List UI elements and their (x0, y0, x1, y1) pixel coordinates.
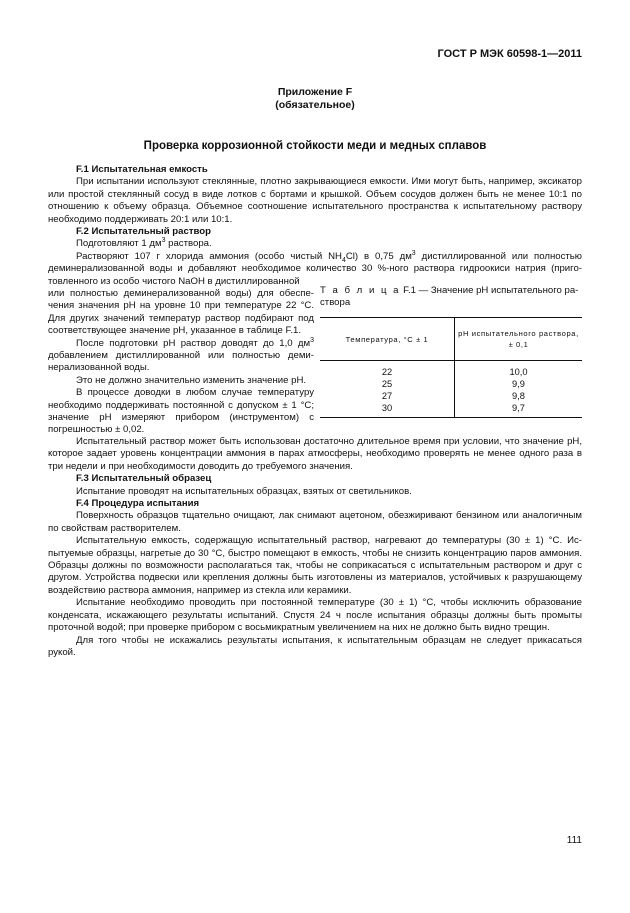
section-f1-f2-top (48, 164, 582, 288)
cell-temperature: 22 (320, 361, 455, 379)
section-f1-paragraph: При испытании используют стеклянные, плотно закрывающиеся емкости. Ими могут быть, например, эксикатор или простой стеклянный сосуд в виде лотков с бортами и крышкой. Объем сосудов должен быть не менее 10:1 по отношению к объему образца. Объемное соотношение испытательного пространства к испытательному раствору необходимо поддерживать 20:1 или 10:1. (48, 176, 582, 225)
cell-temperature: 27 (320, 390, 455, 402)
page-number: 111 (566, 835, 582, 846)
cell-ph: 9,8 (512, 391, 525, 401)
section-f4-heading: F.4 Процедура испытания (76, 498, 200, 510)
section-f1-heading: F.1 Испытательная емкость (76, 164, 208, 175)
section-f2-paragraph-6: Испытательный раствор может быть использован достаточно длительное время при условии, что значение pH, которое задает уровень концентрации аммония в парах атмосферы, необходимо проверять не менее одного раза в три недели и при необходимости доводить до требуемого значения. (48, 436, 582, 472)
table-caption-label: Т а б л и ц а (320, 285, 401, 296)
section-f2-paragraph-2 (48, 251, 582, 288)
cell-ph: 9,9 (512, 379, 525, 389)
table-row (320, 361, 582, 379)
cell-temperature: 25 (320, 378, 455, 390)
table-caption-text: F.1 — Значение pH испытательного раствора (320, 285, 579, 309)
main-title: Проверка коррозионной стойкости меди и медных сплавов (143, 140, 487, 152)
section-f2-paragraph-4: Это не должно значительно изменить значение pH. (76, 374, 307, 386)
table-caption (320, 285, 582, 310)
col-temperature-header: Температура, °С ± 1 (320, 318, 455, 361)
table-row (320, 378, 582, 390)
section-f4-paragraph-2: Испытательную емкость, содержащую испытательный раствор, нагревают до температуры (30 ± 1) °С. Испытуемые образцы, нагретые до 30 °С, быстро помещают в емкость, чтобы не снизить концентрацию паров аммония. Образцы должны по возможности располагаться так, чтобы не соприкасаться с испытательным раствором и друг с другом. Устройства подвески или крепления должны быть изготовлены из материалов, устойчивых к разрушающему воздействию раствора аммония, например из стекла или керамики. (48, 535, 582, 596)
cell-ph: 10,0 (509, 367, 528, 377)
table-row (320, 402, 582, 418)
text-fragment: раствора. (165, 238, 212, 250)
text-fragment: Растворяют 107 г хлорида аммония (особо чистый NH (76, 250, 342, 262)
annex-title: Приложение F (277, 86, 353, 98)
section-f3-paragraph: Испытание проводят на испытательных образцах, взятых от светильников. (76, 485, 412, 497)
section-f4-paragraph-3: Испытание необходимо проводить при постоянной температуре (30 ± 1) °С, чтобы исключить образование конденсата, искажающего результаты испытаний. Спустя 24 ч после испытания образцы должны быть промыты проточной водой; при проверке прибором с восьмикратным увеличением на них не должно быть видно трещин. (48, 597, 582, 634)
superscript: 3 (310, 336, 314, 344)
text-fragment: Cl) в 0,75 дм (345, 250, 412, 262)
section-f2-paragraph-1 (48, 238, 582, 250)
section-f3-heading: F.3 Испытательный образец (76, 473, 212, 485)
section-f2-paragraph-3 (48, 338, 314, 375)
section-f4-paragraph-1: Поверхность образцов тщательно очищают, лак снимают ацетоном, обезжиривают бензином или аналогичным по свойствам растворителем. (48, 510, 582, 534)
standard-header: ГОСТ Р МЭК 60598-1—2011 (437, 48, 582, 60)
cell-temperature: 30 (320, 402, 455, 418)
cell-ph: 9,7 (455, 402, 583, 418)
section-f2-heading: F.2 Испытательный раствор (76, 226, 212, 238)
section-f2-paragraph-2-cont: или полностью деминерализованной воды) для обеспечения значения pH на уровне 10 при температуре 22 °С. Для других значений температур раствор подбирают под соответствующее значение pH, указанное в таблице F.1. (48, 288, 314, 337)
text-fragment: После подготовки pH раствор доводят до 1,0 дм (76, 337, 311, 349)
subscript: 4 (341, 256, 346, 264)
text-fragment: добавлением дистиллированной или полностью деминерализованной воды. (48, 350, 314, 374)
section-f2-f4 (48, 436, 582, 659)
section-f2-narrow-column (48, 288, 314, 437)
col-ph-header: pH испытательного раствора, ± 0,1 (455, 318, 583, 361)
text-fragment: дистиллированной или полностью деминерализованной воды и добавляют необходимое количество 30 %-ного раствора гидроокиси натрия (приготовленного из особо чистого NaOH в дистиллированной (48, 250, 582, 287)
superscript: 3 (161, 237, 166, 245)
section-f4-paragraph-4: Для того чтобы не искажались результаты испытания, к испытательным образцам не следует прикасаться рукой. (48, 634, 582, 658)
table-row (320, 390, 582, 402)
superscript: 3 (411, 249, 416, 257)
ph-table (320, 317, 582, 418)
annex-status: (обязательное) (275, 99, 355, 111)
section-f2-paragraph-5: В процессе доводки в любом случае температуру необходимо поддерживать постоянной с допуском ± 1 °С; значение pH измеряют прибором (инструментом) с погрешностью ± 0,02. (48, 387, 314, 436)
text-fragment: Подготовляют 1 дм (76, 238, 162, 250)
